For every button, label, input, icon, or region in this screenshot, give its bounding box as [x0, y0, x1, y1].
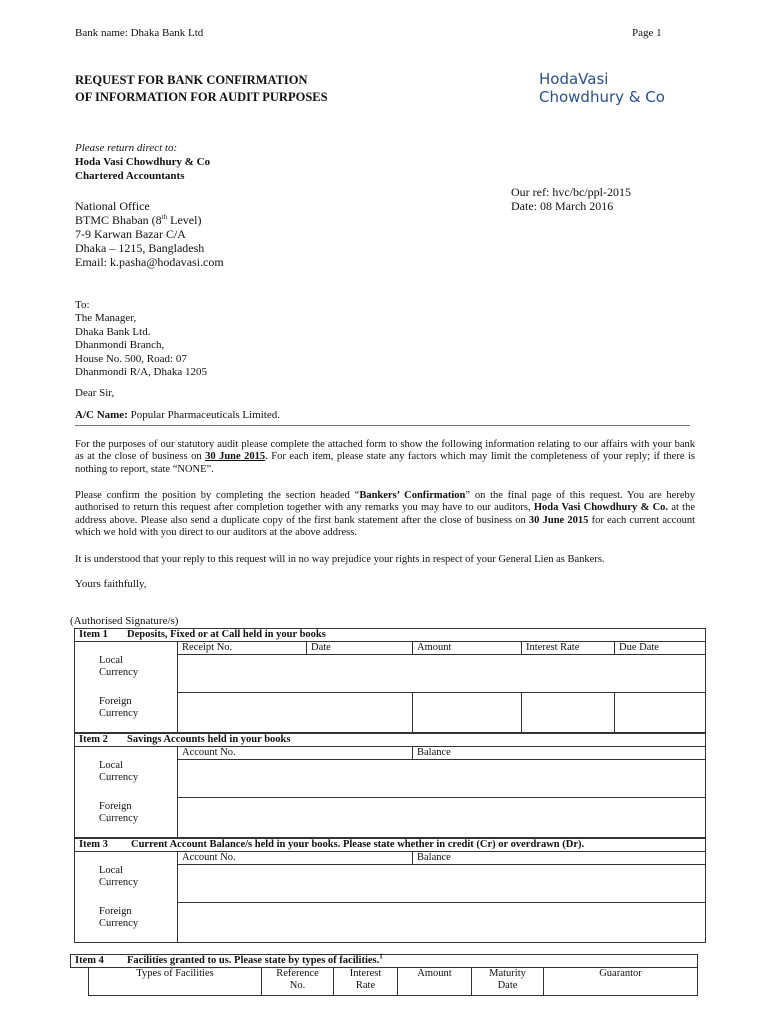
- data-cell[interactable]: [522, 693, 615, 733]
- addressee-block: [75, 299, 207, 379]
- item4-title: Facilities granted to us. Please state by types of facilities.$^1$: [127, 952, 383, 966]
- column-header: Reference No.: [262, 968, 334, 996]
- item2-table: [74, 733, 706, 838]
- data-cell[interactable]: [178, 903, 706, 943]
- row-label: Local Currency: [75, 760, 178, 798]
- item3-table: [74, 838, 706, 943]
- addressee-line: Dhaka Bank Ltd.: [75, 325, 151, 338]
- data-cell[interactable]: [178, 655, 706, 693]
- column-header: Balance: [413, 747, 706, 760]
- column-header: Types of Facilities: [89, 968, 262, 996]
- signature-label: (Authorised Signature/s): [70, 615, 179, 627]
- letter-date: Date: 08 March 2016: [511, 199, 614, 213]
- office-building: BTMC Bhaban (8th Level): [75, 213, 202, 227]
- office-city: Dhaka – 1215, Bangladesh: [75, 241, 205, 255]
- paragraph-3: It is understood that your reply to this request will in no way prejudice your rights in respect of your General Lien as Bankers.: [75, 554, 605, 565]
- title-line-2: OF INFORMATION FOR AUDIT PURPOSES: [75, 89, 328, 104]
- item3-title: Current Account Balance/s held in your books. Please state whether in credit (Cr) or overdrawn (Dr).: [131, 839, 585, 850]
- item1-columns: [75, 642, 706, 655]
- document-title: [75, 72, 328, 105]
- row-label: Foreign Currency: [75, 693, 178, 733]
- item4-columns: [71, 968, 698, 996]
- column-header: Account No.: [178, 747, 413, 760]
- paragraph-1: For the purposes of our statutory audit please complete the attached form to show the following information relating to our affairs with your bank as at the close of business on 30 June 2015. For each item, please state any factors which may limit the completeness of your reply; if there is nothing to report, state “NONE”.: [75, 439, 695, 475]
- column-header: Guarantor: [544, 968, 698, 996]
- item2-header: [75, 734, 706, 747]
- item1-row-local: [75, 655, 706, 693]
- item2-title: Savings Accounts held in your books: [127, 734, 291, 745]
- column-header: Interest Rate: [334, 968, 398, 996]
- column-header: Maturity Date: [472, 968, 544, 996]
- item2-row-foreign: [75, 798, 706, 838]
- data-cell[interactable]: [178, 760, 706, 798]
- addressee-line: House No. 500, Road: 07: [75, 352, 187, 365]
- return-label: Please return direct to:: [75, 142, 178, 154]
- item3-columns: [75, 852, 706, 865]
- logo-line-2: Chowdhury & Co: [539, 88, 665, 106]
- addressee-line: Dhanmondi R/A, Dhaka 1205: [75, 366, 207, 379]
- row-label: Local Currency: [75, 655, 178, 693]
- bank-name-header: Bank name: Dhaka Bank Ltd: [75, 27, 204, 39]
- addressee-line: Dhanmondi Branch,: [75, 339, 165, 352]
- paragraph-2: Please confirm the position by completing the section headed “Bankers’ Confirmation” on the final page of this request. You are hereby authorised to return this request after completion together with any remarks you may have to our auditors, Hoda Vasi Chowdhury & Co. at the address above. Please also send a duplicate copy of the first bank statement after the close of business on 30 June 2015 for each current account which we hold with you direct to our auditors at the above address.: [75, 490, 695, 539]
- item2-row-local: [75, 760, 706, 798]
- our-ref: Our ref: hvc/bc/ppl-2015: [511, 185, 631, 199]
- column-header: Date: [307, 642, 413, 655]
- column-header: Amount: [413, 642, 522, 655]
- row-label: Local Currency: [75, 865, 178, 903]
- data-cell[interactable]: [178, 693, 413, 733]
- firm-name: Hoda Vasi Chowdhury & Co: [75, 156, 211, 168]
- logo-line-1: HodaVasi: [539, 70, 609, 88]
- divider: [75, 425, 690, 426]
- addressee-line: To:: [75, 299, 90, 311]
- addressee-line: The Manager,: [75, 312, 137, 325]
- column-header: Receipt No.: [178, 642, 307, 655]
- item1-header: [75, 629, 706, 642]
- data-cell[interactable]: [178, 798, 706, 838]
- page-number: Page 1: [632, 27, 662, 39]
- row-label: Foreign Currency: [75, 798, 178, 838]
- item3-row-foreign: [75, 903, 706, 943]
- firm-logo: [539, 70, 665, 106]
- closing: Yours faithfully,: [75, 578, 147, 590]
- column-header: Balance: [413, 852, 706, 865]
- column-header: Interest Rate: [522, 642, 615, 655]
- item4-number: Item 4: [75, 955, 104, 966]
- item2-columns: [75, 747, 706, 760]
- office-email: Email: k.pasha@hodavasi.com: [75, 255, 224, 269]
- item4-header: [71, 955, 698, 968]
- title-line-1: REQUEST FOR BANK CONFIRMATION: [75, 73, 308, 87]
- data-cell[interactable]: [178, 865, 706, 903]
- item1-number: Item 1: [79, 629, 108, 640]
- item1-title: Deposits, Fixed or at Call held in your books: [127, 629, 326, 640]
- item3-header: [75, 839, 706, 852]
- item2-number: Item 2: [79, 734, 108, 745]
- item4-table: [70, 954, 698, 996]
- column-header: Amount: [398, 968, 472, 996]
- account-name: A/C Name: Popular Pharmaceuticals Limited.: [75, 409, 280, 421]
- column-header: Due Date: [615, 642, 706, 655]
- data-cell[interactable]: [413, 693, 522, 733]
- salutation: Dear Sir,: [75, 387, 115, 399]
- item1-row-foreign: [75, 693, 706, 733]
- item1-table: [74, 628, 706, 733]
- firm-subtitle: Chartered Accountants: [75, 170, 185, 182]
- row-label: Foreign Currency: [75, 903, 178, 943]
- item3-number: Item 3: [79, 839, 108, 850]
- item3-row-local: [75, 865, 706, 903]
- office-name: National Office: [75, 199, 150, 213]
- data-cell[interactable]: [615, 693, 706, 733]
- column-header: Account No.: [178, 852, 413, 865]
- office-street: 7-9 Karwan Bazar C/A: [75, 227, 186, 241]
